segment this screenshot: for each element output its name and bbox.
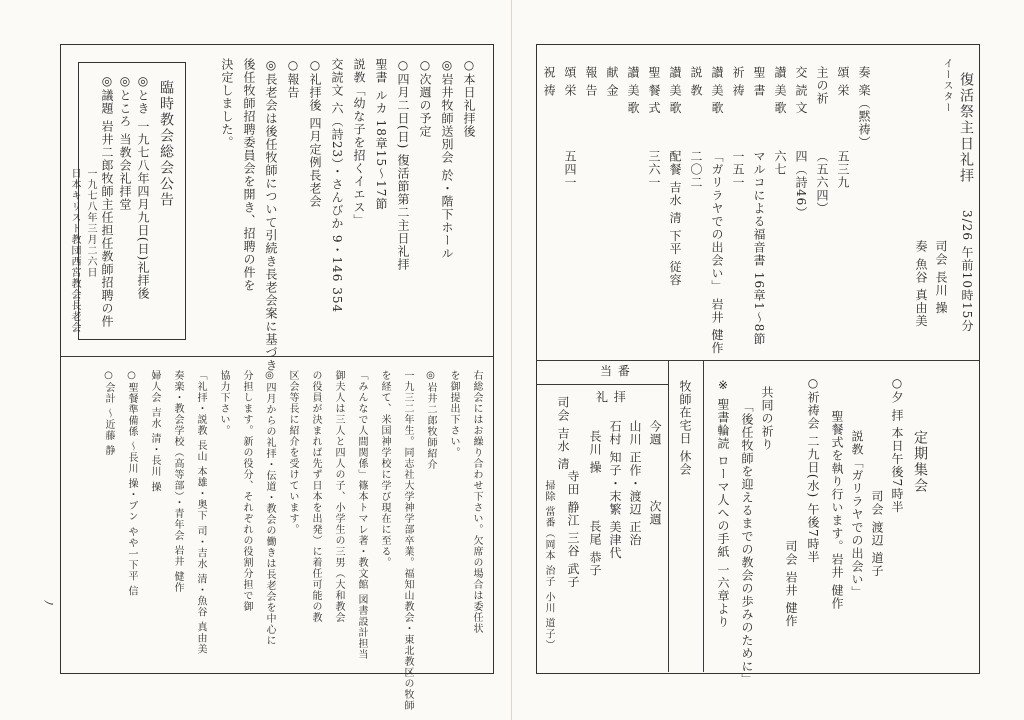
- order-item: 讃 美 歌: [626, 66, 640, 115]
- order-detail: 一五一: [731, 150, 745, 189]
- duty-next-2: 長尾 恭子: [588, 520, 602, 577]
- duty-divider: [668, 360, 669, 672]
- lower-line: ○聖餐準備係 ～長川 操・ブン やや一下平 信: [126, 370, 137, 597]
- pianist: 奏 魚谷 真由美: [914, 240, 928, 328]
- order-item: 報 告: [584, 66, 598, 97]
- order-detail: 四（詩46）: [794, 150, 808, 220]
- lower-line: ◎四月からの礼拝・伝道・教会の働きは長老会を中心に: [264, 370, 275, 646]
- notice-title: 臨時教会総会公告: [158, 80, 174, 208]
- announcement-line: 決定しました。: [220, 58, 234, 149]
- notice-line: ◎議題 岩井二郎牧師主任担任教師招聘の件: [100, 74, 114, 328]
- order-detail: （五六四）: [815, 150, 829, 215]
- duty-this-2: 石村 知子・末繁 美津代: [608, 420, 622, 560]
- order-item: 頌 栄: [836, 66, 850, 97]
- announcement-line: 交読文 六（詩23）・さんびか 9・146 354: [330, 58, 344, 314]
- announcement-line: 説教「幼な子を招くイエス」: [352, 58, 366, 227]
- order-item: 祈 祷: [731, 66, 745, 97]
- notice-line: 一九七八年三月二六日: [85, 168, 96, 278]
- duty-sub: 礼 拝: [596, 390, 627, 404]
- order-item: 聖 書: [752, 66, 766, 97]
- order-item: 主の祈: [815, 66, 829, 105]
- announcement-line: ○四月二日(日) 復活節第二主日礼拝: [396, 58, 410, 272]
- notice-line: ◎ところ 当教会礼拝堂: [118, 74, 132, 211]
- order-item: 讃 美 歌: [710, 66, 724, 115]
- evening-line4: 聖餐式を執り行います。岩井 健作: [830, 410, 844, 610]
- lower-line: 協力下さい。: [218, 370, 229, 436]
- lower-line: 区会等長に紹介を受けています。: [287, 370, 298, 535]
- lower-line: ◎岩井二郎牧師紹介: [425, 370, 436, 470]
- evening-line7: 共同の祈り: [760, 386, 774, 451]
- order-item: 説 教: [689, 66, 703, 97]
- announcement-line: ○次週の予定: [418, 58, 432, 138]
- service-title-ruby: イースター: [941, 58, 952, 113]
- duty-this-1: 山川 正作・渡辺 正治: [628, 420, 642, 547]
- announcement-line: ○本日礼拝後: [462, 58, 476, 138]
- duty-host-this: 司会 吉水 清: [556, 396, 570, 471]
- lower-line: を御提出下さい。: [448, 370, 459, 458]
- order-item: 聖 餐 式: [647, 66, 661, 115]
- evening-line3: 説教「ガリラヤでの出会い」: [850, 430, 864, 599]
- margin-mark: ﾉ: [42, 600, 55, 606]
- order-detail: マルコによる福音書 16章1～8節: [752, 150, 766, 346]
- lower-line: 奏楽・教会学校（高等部）・青年会 岩井 健作: [172, 370, 183, 594]
- announcement-line: 聖書 ルカ 18章15～17節: [374, 58, 388, 211]
- evening-title: 定期集会: [912, 430, 928, 494]
- right-frame: [536, 44, 980, 674]
- order-item: 交 読 文: [794, 66, 808, 115]
- right-divider: [536, 360, 979, 361]
- order-item: 祝 祷: [542, 66, 556, 97]
- announcement-line: ○礼拝後 四月定例長老会: [308, 58, 322, 208]
- evening-line1: ○夕 拝 本日午後7時半: [890, 376, 904, 514]
- evening-line9: ※ 聖書輪読 ローマ人への手紙 一六章より: [716, 378, 730, 629]
- pastor-absence: 牧師在宅日 休会: [678, 380, 692, 476]
- duty-header-line: [536, 384, 668, 385]
- notice-line: 日本キリスト教団西宮教会長老会: [69, 168, 80, 333]
- announcement-line: ○報告: [286, 58, 300, 99]
- duty-col-this: 今週: [648, 420, 662, 446]
- notice-line: ◎とき 一九七八年四月九日(日)礼拝後: [136, 74, 150, 301]
- announcement-line: ◎長老会は後任牧師について引続き長老会案に基づき: [264, 58, 278, 372]
- lower-line: を経て、米国神学校に学び現在に至る。: [379, 370, 390, 568]
- lower-line: 分担します。新の役分、それぞれの役割分担で御: [241, 370, 252, 612]
- duty-header: 当 番: [600, 364, 631, 378]
- lower-line: 御夫人は三人と四人の子、小学生の三男（大和教会: [333, 370, 344, 623]
- evening-line5: ○祈祷会 二九日(水) 午後7時半: [806, 376, 820, 564]
- evening-line2: 司会 渡辺 道子: [870, 490, 884, 578]
- order-item: 奏 楽（黙祷）: [857, 66, 871, 149]
- duty-cleaning: 掃除 當番（岡本 治子 小川 道子）: [543, 480, 554, 651]
- page-fold: [511, 0, 512, 720]
- duty-col-next: 次週: [648, 500, 662, 526]
- order-detail: 五三九: [836, 150, 850, 189]
- lower-line: 一九三二年生。同志社大学神学部卒業。福知山教会・東北教区の牧師: [402, 370, 413, 711]
- order-detail: 六七: [773, 150, 787, 176]
- lower-line: 「みんなで人間関係」篠本トマレ著・教文館 図書設計担当: [356, 370, 367, 661]
- order-item: 讃 美 歌: [668, 66, 682, 115]
- lower-line: 右総会にはお繰り合わせ下さい。欠席の場合は委任状: [471, 370, 482, 634]
- presider: 司会 長川 操: [934, 240, 948, 315]
- duty-host-next: 寺田 静江 三谷 武子: [566, 470, 580, 589]
- lower-line: 婦人会 吉水 清・長川 操: [149, 370, 160, 493]
- order-detail: 二〇二: [689, 150, 703, 189]
- evening-line8: 「後任牧師を迎えるまでの教会の歩みのために」: [740, 400, 754, 686]
- order-item: 献 金: [605, 66, 619, 97]
- service-title: 復活祭主日礼拝: [958, 72, 974, 184]
- absence-divider: [703, 360, 704, 672]
- order-detail: 「ガリラヤでの出会い」 岩井 健作: [710, 150, 724, 355]
- lower-line: 「礼拝・説教 長山 本雄・奥下 司・吉水 清・魚谷 真由美: [195, 370, 206, 655]
- service-time: 3/26 午前10時15分: [960, 210, 974, 333]
- announcement-line: 後任牧師招聘委員会を開き、招聘の件を: [242, 58, 256, 292]
- order-detail: 三六一: [647, 150, 661, 189]
- duty-next-1: 長川 操: [588, 430, 602, 474]
- order-item: 頌 栄: [563, 66, 577, 97]
- lower-line: ○会計 ～近藤 静: [103, 370, 114, 457]
- lower-line: の役員が決まれば先ず日本を出発）に着任可能の教: [310, 370, 321, 623]
- order-item: 讃 美 歌: [773, 66, 787, 115]
- evening-line6: 司会 岩井 健作: [784, 540, 798, 628]
- order-detail: 配餐 吉水 清 下平 従容: [668, 150, 682, 287]
- order-detail: 五四一: [563, 150, 577, 189]
- announcement-line: ◎岩井牧師送別会 於・階下ホール: [440, 58, 454, 260]
